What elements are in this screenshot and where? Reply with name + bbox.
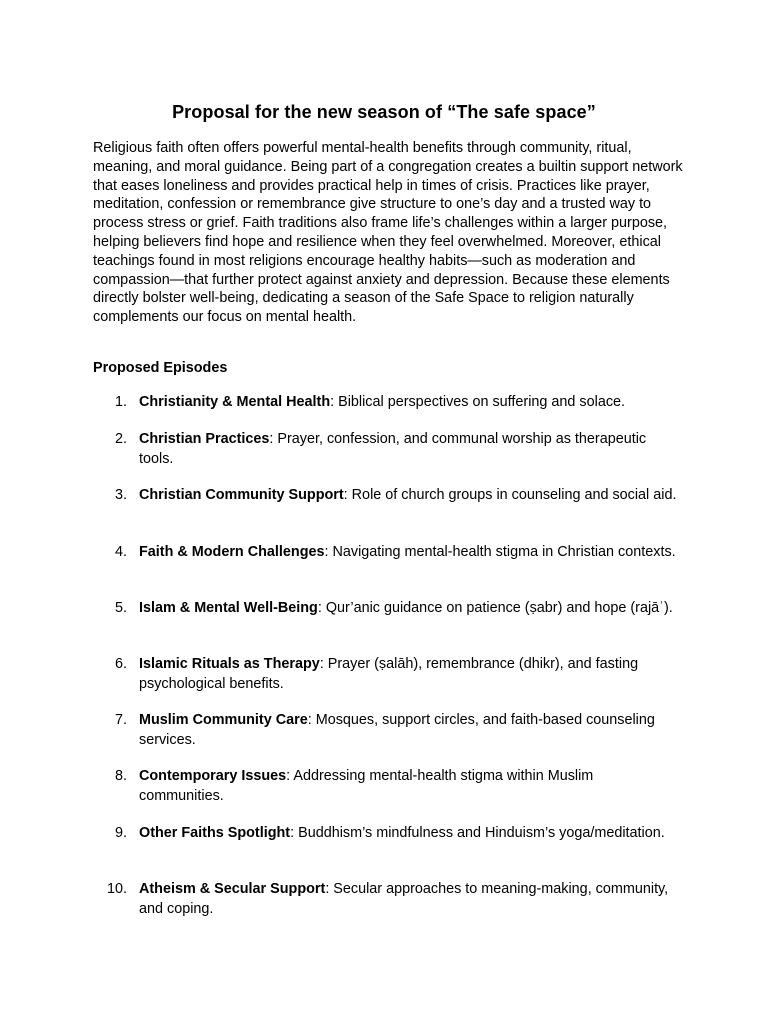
episode-name: Other Faiths Spotlight	[139, 825, 291, 841]
episodes-heading: Proposed Episodes	[93, 360, 228, 376]
episode-name: Christian Practices	[139, 431, 270, 447]
episode-number: 7.	[114, 712, 127, 728]
episode-text	[139, 543, 679, 563]
episode-description: : Biblical perspectives on suffering and solace.	[330, 394, 626, 410]
document-title: Proposal for the new season of “The safe space”	[172, 102, 596, 122]
episode-description: : Qur’anic guidance on patience (ṣabr) and hope (rajāʾ).	[317, 600, 673, 616]
episode-text	[139, 767, 679, 806]
episode-number: 5.	[114, 600, 127, 616]
episode-description: : Buddhism’s mindfulness and Hinduism’s yoga/meditation.	[290, 825, 665, 841]
episode-name: Muslim Community Care	[139, 712, 308, 728]
episode-name: Christianity & Mental Health	[139, 394, 331, 410]
episode-description: : Mosques, support circles, and faith-based counseling services.	[139, 712, 655, 748]
episode-number: 8.	[114, 768, 127, 784]
episode-text	[139, 711, 679, 750]
episode-text	[139, 655, 679, 694]
intro-paragraph: Religious faith often offers powerful mental-health benefits through community, ritual, meaning, and moral guidance. Being part of a congregation creates a builtin support network that eases loneliness and provides practical help in times of crisis. Practices like prayer, meditation, confession or remembrance give structure to one’s day and a trusted way to process stress or grief. Faith traditions also frame life’s challenges within a larger purpose, helping believers find hope and resilience when they feel overwhelmed. Moreover, ethical teachings found in most religions encourage healthy habits—such as moderation and compassion—that further protect against anxiety and depression. Because these elements directly bolster well-being, dedicating a season of the Safe Space to religion naturally complements our focus on mental health.	[93, 140, 683, 326]
episode-description: : Addressing mental-health stigma within Muslim communities.	[139, 768, 594, 804]
episode-number: 4.	[114, 544, 127, 560]
episode-text	[139, 430, 679, 469]
episode-description: : Navigating mental-health stigma in Christian contexts.	[324, 544, 676, 560]
episode-text	[139, 486, 679, 506]
episode-description: : Prayer (ṣalāh), remembrance (dhikr), and fasting psychological benefits.	[139, 656, 639, 692]
episode-text	[139, 599, 679, 619]
episode-name: Faith & Modern Challenges	[139, 544, 325, 560]
episode-number: 9.	[114, 825, 127, 841]
episode-text	[139, 824, 679, 844]
episode-name: Islamic Rituals as Therapy	[139, 656, 320, 672]
episode-description: : Prayer, confession, and communal worship as therapeutic tools.	[139, 431, 647, 467]
episode-name: Contemporary Issues	[139, 768, 287, 784]
episode-description: : Role of church groups in counseling and social aid.	[343, 487, 677, 503]
episode-number: 2.	[114, 431, 127, 447]
episode-number: 6.	[114, 656, 127, 672]
episode-name: Islam & Mental Well-Being	[139, 600, 318, 616]
episode-number: 1.	[114, 394, 127, 410]
episode-text	[139, 393, 679, 413]
episode-description: : Secular approaches to meaning-making, community, and coping.	[139, 881, 669, 917]
episode-text	[139, 880, 679, 919]
episode-number: 10.	[106, 881, 127, 897]
episode-number: 3.	[114, 487, 127, 503]
episode-name: Atheism & Secular Support	[139, 881, 326, 897]
episode-name: Christian Community Support	[139, 487, 344, 503]
